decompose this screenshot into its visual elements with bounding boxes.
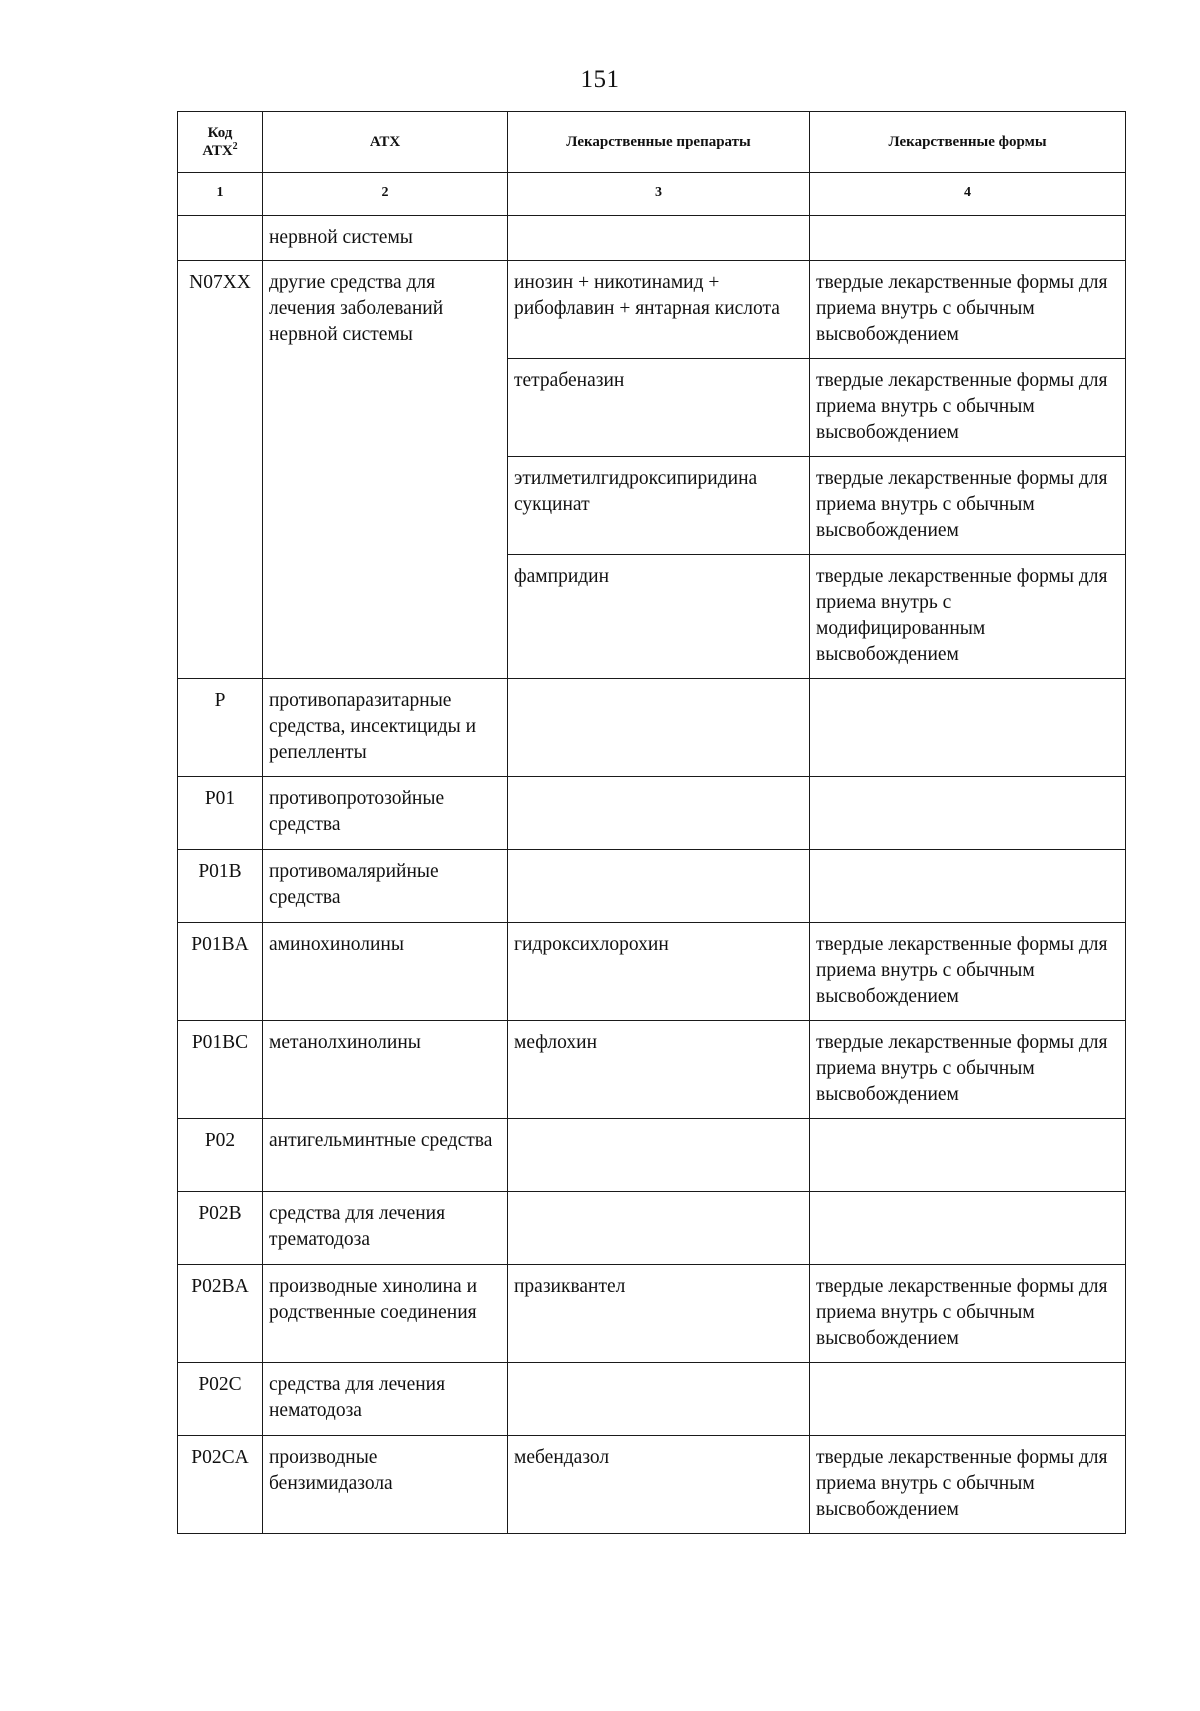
dosage-form-cell: твердые лекарственные формы для приема внутрь с обычным высвобождением [810,1436,1126,1534]
dosage-form-cell [810,850,1126,923]
table-row [178,923,1126,1021]
table-row [178,1436,1126,1534]
atx-code-cell: P02CA [178,1436,263,1534]
drug-cell: гидроксихлорохин [508,923,810,1021]
page-number: 151 [580,66,620,93]
atx-name-cell: другие средства для лечения заболеваний нервной системы [263,261,508,679]
drug-cell [508,216,810,261]
drug-cell: фампридин [508,555,810,679]
drug-cell: мебендазол [508,1436,810,1534]
dosage-form-cell [810,679,1126,777]
dosage-form-cell: твердые лекарственные формы для приема внутрь с обычным высвобождением [810,261,1126,359]
column-number: 2 [263,173,508,216]
column-number-row [178,173,1126,216]
atx-name-cell: производные бензимидазола [263,1436,508,1534]
table-header-row [178,112,1126,173]
dosage-form-cell [810,216,1126,261]
drug-cell [508,1192,810,1265]
table-row [178,1265,1126,1363]
atx-code-cell: P [178,679,263,777]
column-number: 4 [810,173,1126,216]
dosage-form-cell [810,1119,1126,1192]
drug-cell: тетрабеназин [508,359,810,457]
dosage-form-cell: твердые лекарственные формы для приема внутрь с обычным высвобождением [810,457,1126,555]
header-drugs: Лекарственные препараты [508,112,810,173]
header-atx: АТХ [263,112,508,173]
atx-name-cell: аминохинолины [263,923,508,1021]
atx-code-cell: P01 [178,777,263,850]
atx-name-cell: средства для лечения нематодоза [263,1363,508,1436]
drug-cell [508,777,810,850]
atx-code-cell: P02 [178,1119,263,1192]
dosage-form-cell [810,777,1126,850]
header-atx-code [178,112,263,173]
drug-cell: мефлохин [508,1021,810,1119]
drug-cell [508,850,810,923]
atx-code-cell: P02BA [178,1265,263,1363]
atx-code-cell: N07XX [178,261,263,679]
dosage-form-cell [810,1192,1126,1265]
atx-name-cell: нервной системы [263,216,508,261]
table-row [178,1119,1126,1192]
table-row [178,777,1126,850]
column-number: 1 [178,173,263,216]
drug-cell: празиквантел [508,1265,810,1363]
drug-cell: инозин + никотинамид + рибофлавин + янтарная кислота [508,261,810,359]
atx-drug-table [177,111,1126,1534]
header-dosage-forms: Лекарственные формы [810,112,1126,173]
table-row [178,1021,1126,1119]
table-row [178,850,1126,923]
atx-name-cell: средства для лечения трематодоза [263,1192,508,1265]
header-atx-code-line2: АТХ [202,143,233,159]
dosage-form-cell: твердые лекарственные формы для приема внутрь с модифицированным высвобождением [810,555,1126,679]
atx-name-cell: противопаразитарные средства, инсектициды и репелленты [263,679,508,777]
atx-name-cell: антигельминтные средства [263,1119,508,1192]
atx-code-cell: P01B [178,850,263,923]
atx-name-cell: противомалярийные средства [263,850,508,923]
table-row [178,1363,1126,1436]
atx-code-cell: P01BA [178,923,263,1021]
dosage-form-cell: твердые лекарственные формы для приема внутрь с обычным высвобождением [810,359,1126,457]
table-row-n07xx [178,261,1126,359]
drug-cell [508,1119,810,1192]
dosage-form-cell: твердые лекарственные формы для приема внутрь с обычным высвобождением [810,923,1126,1021]
header-atx-code-line1: Код [207,125,233,141]
atx-code-cell [178,216,263,261]
atx-code-cell: P01BC [178,1021,263,1119]
atx-code-cell: P02B [178,1192,263,1265]
table-row-continuation [178,216,1126,261]
dosage-form-cell: твердые лекарственные формы для приема внутрь с обычным высвобождением [810,1021,1126,1119]
atx-name-cell: метанолхинолины [263,1021,508,1119]
footnote-marker: 2 [232,141,238,152]
column-number: 3 [508,173,810,216]
table-row [178,679,1126,777]
dosage-form-cell [810,1363,1126,1436]
drug-cell: этилметилгидроксипиридина сукцинат [508,457,810,555]
drug-cell [508,679,810,777]
atx-name-cell: производные хинолина и родственные соединения [263,1265,508,1363]
table-row [178,1192,1126,1265]
dosage-form-cell: твердые лекарственные формы для приема внутрь с обычным высвобождением [810,1265,1126,1363]
atx-name-cell: противопротозойные средства [263,777,508,850]
atx-code-cell: P02C [178,1363,263,1436]
drug-cell [508,1363,810,1436]
